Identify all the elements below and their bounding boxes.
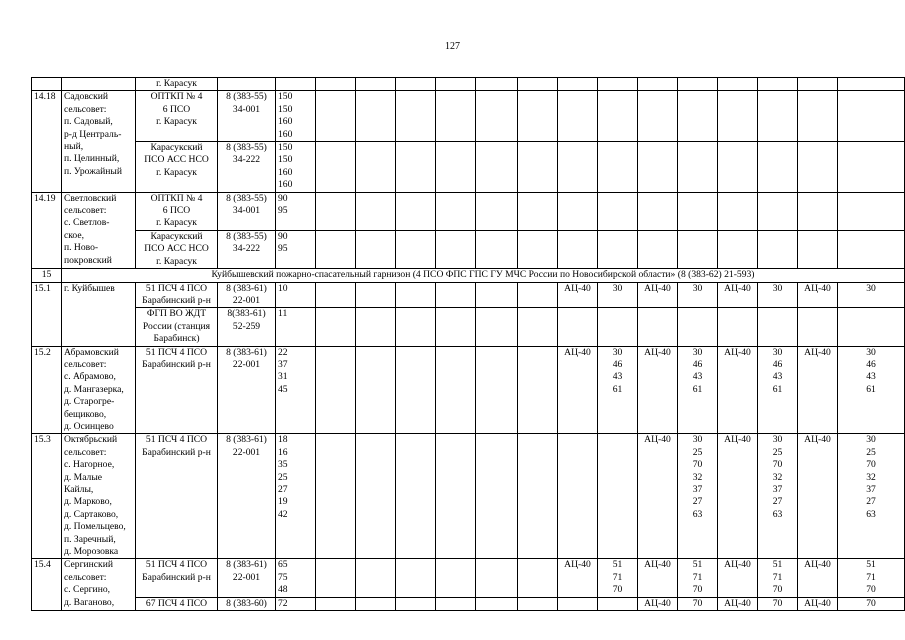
empty-cell: [838, 78, 905, 91]
empty-cell: [476, 230, 518, 268]
distance-cell: 90 95: [276, 192, 316, 230]
equipment-type-cell: АЦ-40: [718, 597, 758, 610]
distance-cell: 18 16 35 25 27 19 42: [276, 434, 316, 559]
empty-cell: [558, 308, 598, 346]
empty-cell: [798, 230, 838, 268]
empty-cell: [598, 91, 638, 142]
empty-cell: [758, 230, 798, 268]
unit-cell: ОПТКП № 4 6 ПСО г. Карасук: [136, 192, 218, 230]
settlement-cell: [62, 78, 136, 91]
empty-cell: [758, 142, 798, 193]
empty-cell: [518, 434, 558, 559]
equipment-type-cell: АЦ-40: [798, 434, 838, 559]
empty-cell: [436, 308, 476, 346]
empty-cell: [356, 559, 396, 597]
empty-cell: [436, 230, 476, 268]
empty-cell: [476, 282, 518, 308]
empty-cell: [436, 142, 476, 193]
equipment-time-cell: 30: [758, 282, 798, 308]
table-row: [32, 282, 905, 308]
distance-cell: 72: [276, 597, 316, 610]
empty-cell: [356, 91, 396, 142]
empty-cell: [356, 282, 396, 308]
empty-cell: [718, 230, 758, 268]
empty-cell: [558, 78, 598, 91]
distance-cell: [276, 78, 316, 91]
equipment-time-cell: 30 25 70 32 37 27 63: [838, 434, 905, 559]
empty-cell: [316, 142, 356, 193]
empty-cell: [436, 192, 476, 230]
equipment-time-cell: 30 46 43 61: [758, 346, 798, 434]
phone-cell: 8 (383-61) 22-001: [218, 282, 276, 308]
empty-cell: [316, 282, 356, 308]
empty-cell: [316, 308, 356, 346]
phone-cell: 8 (383-61) 22-001: [218, 346, 276, 434]
empty-cell: [638, 308, 678, 346]
phone-cell: [218, 78, 276, 91]
fire-garrison-table: [31, 77, 905, 611]
empty-cell: [798, 91, 838, 142]
equipment-type-cell: АЦ-40: [798, 597, 838, 610]
empty-cell: [436, 597, 476, 610]
garrison-title: Куйбышевский пожарно-спасательный гарнизон (4 ПСО ФПС ГПС ГУ МЧС России по Новосибирской области» (8 (383-62) 21-593): [62, 269, 905, 282]
empty-cell: [558, 192, 598, 230]
empty-cell: [758, 91, 798, 142]
unit-cell: 51 ПСЧ 4 ПСО Барабинский р-н: [136, 346, 218, 434]
equipment-time-cell: 30: [598, 282, 638, 308]
empty-cell: [316, 597, 356, 610]
empty-cell: [316, 230, 356, 268]
settlement-cell: Сергинский сельсовет: с. Сергино, д. Ваганово,: [62, 559, 136, 611]
phone-cell: 8 (383-60): [218, 597, 276, 610]
empty-cell: [678, 308, 718, 346]
empty-cell: [798, 78, 838, 91]
empty-cell: [638, 78, 678, 91]
empty-cell: [396, 559, 436, 597]
empty-cell: [316, 192, 356, 230]
equipment-type-cell: АЦ-40: [558, 282, 598, 308]
empty-cell: [638, 230, 678, 268]
empty-cell: [598, 192, 638, 230]
empty-cell: [476, 597, 518, 610]
empty-cell: [396, 434, 436, 559]
equipment-time-cell: 30 25 70 32 37 27 63: [678, 434, 718, 559]
equipment-time-cell: 51 71 70: [758, 559, 798, 597]
equipment-time-cell: 30 25 70 32 37 27 63: [758, 434, 798, 559]
table-row: [32, 308, 905, 346]
equipment-time-cell: 30 46 43 61: [678, 346, 718, 434]
empty-cell: [838, 91, 905, 142]
equipment-type-cell: АЦ-40: [718, 282, 758, 308]
empty-cell: [838, 308, 905, 346]
empty-cell: [718, 192, 758, 230]
empty-cell: [718, 142, 758, 193]
equipment-time-cell: 30: [678, 282, 718, 308]
empty-cell: [518, 597, 558, 610]
row-number: 15.2: [32, 346, 62, 434]
unit-cell: ОПТКП № 4 6 ПСО г. Карасук: [136, 91, 218, 142]
table-row: [32, 559, 905, 597]
table-row: [32, 142, 905, 193]
equipment-type-cell: АЦ-40: [638, 597, 678, 610]
settlement-cell: г. Куйбышев: [62, 282, 136, 346]
distance-cell: 11: [276, 308, 316, 346]
settlement-cell: Абрамовский сельсовет: с. Абрамово, д. Мангазерка, д. Старогре- бещиково, д. Осинцево: [62, 346, 136, 434]
settlement-cell: Светловский сельсовет: с. Светлов- ское, п. Ново- покровский: [62, 192, 136, 268]
equipment-time-cell: 70: [758, 597, 798, 610]
empty-cell: [678, 91, 718, 142]
phone-cell: 8 (383-55) 34-222: [218, 142, 276, 193]
distance-cell: 150 150 160 160: [276, 142, 316, 193]
empty-cell: [356, 230, 396, 268]
equipment-time-cell: 51 71 70: [598, 559, 638, 597]
empty-cell: [558, 230, 598, 268]
row-number: 15.1: [32, 282, 62, 346]
empty-cell: [518, 346, 558, 434]
empty-cell: [436, 559, 476, 597]
empty-cell: [316, 434, 356, 559]
empty-cell: [838, 230, 905, 268]
empty-cell: [356, 597, 396, 610]
empty-cell: [638, 192, 678, 230]
table-row: [32, 434, 905, 559]
empty-cell: [758, 192, 798, 230]
garrison-row: [32, 269, 905, 282]
empty-cell: [678, 142, 718, 193]
table-row: [32, 91, 905, 142]
table-row: [32, 78, 905, 91]
empty-cell: [638, 91, 678, 142]
equipment-time-cell: [598, 434, 638, 559]
empty-cell: [758, 78, 798, 91]
empty-cell: [598, 78, 638, 91]
empty-cell: [396, 192, 436, 230]
empty-cell: [436, 434, 476, 559]
equipment-type-cell: АЦ-40: [718, 559, 758, 597]
unit-cell: г. Карасук: [136, 78, 218, 91]
phone-cell: 8 (383-55) 34-001: [218, 91, 276, 142]
empty-cell: [316, 91, 356, 142]
empty-cell: [598, 230, 638, 268]
empty-cell: [518, 559, 558, 597]
empty-cell: [316, 559, 356, 597]
equipment-time-cell: 30 46 43 61: [838, 346, 905, 434]
unit-cell: 51 ПСЧ 4 ПСО Барабинский р-н: [136, 559, 218, 597]
table-row: [32, 192, 905, 230]
empty-cell: [518, 192, 558, 230]
unit-cell: ФГП ВО ЖДТ России (станция Барабинск): [136, 308, 218, 346]
empty-cell: [436, 346, 476, 434]
empty-cell: [678, 230, 718, 268]
row-number: 14.19: [32, 192, 62, 268]
equipment-time-cell: 70: [838, 597, 905, 610]
empty-cell: [518, 78, 558, 91]
empty-cell: [518, 91, 558, 142]
empty-cell: [476, 192, 518, 230]
equipment-type-cell: [558, 597, 598, 610]
equipment-type-cell: АЦ-40: [798, 282, 838, 308]
empty-cell: [798, 308, 838, 346]
unit-cell: 67 ПСЧ 4 ПСО: [136, 597, 218, 610]
empty-cell: [476, 308, 518, 346]
phone-cell: 8 (383-61) 22-001: [218, 559, 276, 597]
distance-cell: 22 37 31 45: [276, 346, 316, 434]
empty-cell: [678, 192, 718, 230]
empty-cell: [718, 78, 758, 91]
empty-cell: [638, 142, 678, 193]
empty-cell: [838, 192, 905, 230]
unit-cell: 51 ПСЧ 4 ПСО Барабинский р-н: [136, 434, 218, 559]
distance-cell: 150 150 160 160: [276, 91, 316, 142]
equipment-type-cell: АЦ-40: [798, 559, 838, 597]
equipment-time-cell: 30: [838, 282, 905, 308]
empty-cell: [396, 282, 436, 308]
page-number: 127: [445, 41, 460, 52]
empty-cell: [396, 91, 436, 142]
empty-cell: [396, 346, 436, 434]
equipment-type-cell: АЦ-40: [558, 559, 598, 597]
unit-cell: Карасукский ПСО АСС НСО г. Карасук: [136, 230, 218, 268]
empty-cell: [838, 142, 905, 193]
equipment-type-cell: АЦ-40: [718, 434, 758, 559]
empty-cell: [356, 346, 396, 434]
empty-cell: [356, 308, 396, 346]
empty-cell: [356, 192, 396, 230]
equipment-type-cell: АЦ-40: [638, 282, 678, 308]
phone-cell: 8 (383-55) 34-222: [218, 230, 276, 268]
empty-cell: [396, 142, 436, 193]
equipment-type-cell: АЦ-40: [638, 434, 678, 559]
empty-cell: [396, 230, 436, 268]
row-number: 14.18: [32, 91, 62, 192]
row-number: 15.4: [32, 559, 62, 611]
distance-cell: 90 95: [276, 230, 316, 268]
empty-cell: [718, 308, 758, 346]
equipment-type-cell: АЦ-40: [638, 559, 678, 597]
phone-cell: 8 (383-61) 22-001: [218, 434, 276, 559]
empty-cell: [356, 434, 396, 559]
empty-cell: [356, 142, 396, 193]
empty-cell: [558, 91, 598, 142]
unit-cell: Карасукский ПСО АСС НСО г. Карасук: [136, 142, 218, 193]
empty-cell: [476, 346, 518, 434]
equipment-time-cell: [598, 597, 638, 610]
empty-cell: [798, 142, 838, 193]
empty-cell: [316, 78, 356, 91]
empty-cell: [436, 78, 476, 91]
empty-cell: [476, 434, 518, 559]
empty-cell: [476, 78, 518, 91]
empty-cell: [316, 346, 356, 434]
equipment-type-cell: АЦ-40: [798, 346, 838, 434]
empty-cell: [518, 230, 558, 268]
empty-cell: [518, 142, 558, 193]
empty-cell: [476, 142, 518, 193]
empty-cell: [476, 559, 518, 597]
empty-cell: [396, 308, 436, 346]
equipment-type-cell: АЦ-40: [638, 346, 678, 434]
unit-cell: 51 ПСЧ 4 ПСО Барабинский р-н: [136, 282, 218, 308]
empty-cell: [396, 78, 436, 91]
empty-cell: [518, 308, 558, 346]
row-number: [32, 78, 62, 91]
empty-cell: [758, 308, 798, 346]
empty-cell: [356, 78, 396, 91]
empty-cell: [558, 142, 598, 193]
equipment-time-cell: 30 46 43 61: [598, 346, 638, 434]
settlement-cell: Садовский сельсовет: п. Садовый, р-д Централь- ный, п. Целинный, п. Урожайный: [62, 91, 136, 192]
equipment-type-cell: АЦ-40: [718, 346, 758, 434]
empty-cell: [436, 91, 476, 142]
empty-cell: [678, 78, 718, 91]
settlement-cell: Октябрьский сельсовет: с. Нагорное, д. Малые Кайлы, д. Марково, д. Сартаково, д. Помельцево, п. Заречный, д. Морозовка: [62, 434, 136, 559]
equipment-type-cell: [558, 434, 598, 559]
empty-cell: [598, 308, 638, 346]
phone-cell: 8(383-61) 52-259: [218, 308, 276, 346]
table-row: [32, 597, 905, 610]
garrison-number: 15: [32, 269, 62, 282]
empty-cell: [396, 597, 436, 610]
row-number: 15.3: [32, 434, 62, 559]
empty-cell: [436, 282, 476, 308]
equipment-type-cell: АЦ-40: [558, 346, 598, 434]
empty-cell: [718, 91, 758, 142]
table-row: [32, 230, 905, 268]
equipment-time-cell: 70: [678, 597, 718, 610]
distance-cell: 65 75 48: [276, 559, 316, 597]
equipment-time-cell: 51 71 70: [678, 559, 718, 597]
distance-cell: 10: [276, 282, 316, 308]
empty-cell: [598, 142, 638, 193]
table-body: [32, 78, 905, 611]
table-row: [32, 346, 905, 434]
empty-cell: [798, 192, 838, 230]
empty-cell: [518, 282, 558, 308]
equipment-time-cell: 51 71 70: [838, 559, 905, 597]
phone-cell: 8 (383-55) 34-001: [218, 192, 276, 230]
empty-cell: [476, 91, 518, 142]
